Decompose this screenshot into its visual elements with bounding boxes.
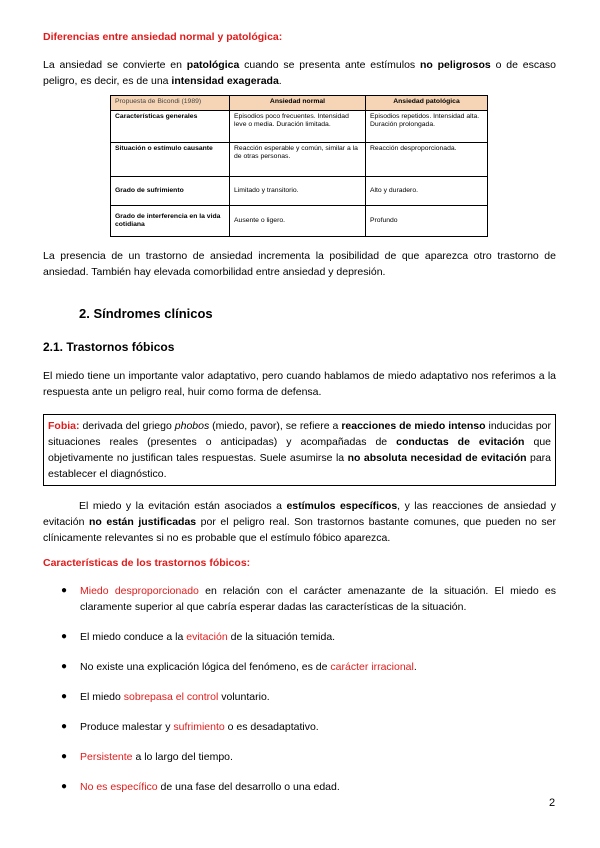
page-number: 2 xyxy=(549,797,556,809)
bullet-text: voluntario. xyxy=(218,691,270,703)
fobia-greek-term: phobos xyxy=(174,420,210,432)
table-header-pathological: Ansiedad patológica xyxy=(366,96,488,111)
list-item xyxy=(43,749,556,765)
fobia-bold: reacciones de miedo intenso xyxy=(341,420,486,432)
evitacion-bold: no están justificadas xyxy=(89,516,197,528)
fobia-bold: no absoluta necesidad de evitación xyxy=(347,452,527,464)
evitacion-paragraph xyxy=(43,498,556,546)
section-title: 2. Síndromes clínicos xyxy=(79,306,213,321)
bullet-highlight: Persistente xyxy=(80,751,133,763)
table-row xyxy=(111,177,488,206)
bullet-icon: ● xyxy=(61,721,68,732)
list-item xyxy=(43,719,556,735)
intro-bold: no peligrosos xyxy=(420,59,491,71)
list-item xyxy=(43,629,556,645)
intro-text: . xyxy=(278,75,282,87)
comorbidity-paragraph: La presencia de un trastorno de ansiedad incrementa la posibilidad de que aparezca otro trastorno de ansiedad. También hay elevada comorbilidad entre ansiedad y depresión. xyxy=(43,250,556,278)
table-header-source: Propuesta de Bicondi (1989) xyxy=(111,96,230,111)
bullet-icon: ● xyxy=(61,781,68,792)
fobia-text: que objetivamente no justifican tales respuestas. Suele asumirse la xyxy=(48,436,551,464)
bullet-text: o es desadaptativo. xyxy=(224,721,319,733)
intro-bold: patológica xyxy=(186,59,240,71)
evitacion-bold: estímulos específicos xyxy=(286,500,398,512)
bullet-text: . xyxy=(413,661,417,673)
caracteristicas-list xyxy=(43,583,556,809)
table-row xyxy=(111,143,488,177)
table-row-label: Grado de sufrimiento xyxy=(111,177,230,206)
intro-text: cuando se presenta ante estímulos xyxy=(239,59,420,71)
table-row-label: Características generales xyxy=(111,111,230,143)
table-row xyxy=(111,206,488,237)
evitacion-text: , y las reacciones de ansiedad y evitación xyxy=(43,500,556,528)
table-header-row xyxy=(111,96,488,111)
intro-text: La ansiedad se convierte en xyxy=(43,59,187,71)
fobia-bold: conductas de evitación xyxy=(396,436,525,448)
bullet-highlight: sobrepasa el control xyxy=(123,691,219,703)
table-cell-normal: Limitado y transitorio. xyxy=(230,177,366,206)
comparison-table xyxy=(110,95,488,237)
bullet-icon: ● xyxy=(61,631,68,642)
subsection-title: 2.1. Trastornos fóbicos xyxy=(43,340,175,354)
intro-bold: intensidad exagerada xyxy=(171,75,279,87)
table-cell-pathological: Reacción desproporcionada. xyxy=(366,143,488,177)
heading-diferencias: Diferencias entre ansiedad normal y patológica: xyxy=(43,31,283,43)
table-cell-normal: Ausente o ligero. xyxy=(230,206,366,237)
bullet-icon: ● xyxy=(61,691,68,702)
evitacion-text: por el peligro real. Son trastornos bastante comunes, que pueden no ser clínicamente relevantes si no es probable que el estímulo fóbico aparezca. xyxy=(43,516,556,544)
bullet-icon: ● xyxy=(61,585,68,596)
bullet-icon: ● xyxy=(61,661,68,672)
bullet-highlight: No es específico xyxy=(80,781,158,793)
intro-paragraph xyxy=(43,57,556,89)
fobia-text: inducidas por situaciones reales (presentes o anticipadas) y acompañadas de xyxy=(48,420,552,448)
intro-text: o de escaso peligro, es decir, es de una xyxy=(43,59,556,87)
table-cell-pathological: Profundo xyxy=(366,206,488,237)
table-cell-normal: Episodios poco frecuentes. Intensidad leve o media. Duración limitada. xyxy=(230,111,366,143)
list-item xyxy=(43,659,556,675)
bullet-text: No existe una explicación lógica del fenómeno, es de xyxy=(80,661,331,673)
table-header-normal: Ansiedad normal xyxy=(230,96,366,111)
table-row xyxy=(111,111,488,143)
fobia-definition-box xyxy=(43,414,556,486)
bullet-highlight: evitación xyxy=(186,631,228,643)
bullet-icon: ● xyxy=(61,751,68,762)
bullet-text: El miedo xyxy=(80,691,124,703)
bullet-text: El miedo conduce a la xyxy=(80,631,187,643)
fobia-text: para establecer el diagnóstico. xyxy=(48,452,551,480)
bullet-highlight: sufrimiento xyxy=(173,721,225,733)
table-cell-pathological: Episodios repetidos. Intensidad alta. Duración prolongada. xyxy=(366,111,488,143)
fobia-text: (miedo, pavor), se refiere a xyxy=(209,420,342,432)
bullet-highlight: Miedo desproporcionado xyxy=(80,585,199,597)
table-cell-pathological: Alto y duradero. xyxy=(366,177,488,206)
bullet-highlight: carácter irracional xyxy=(330,661,414,673)
bullet-text: a lo largo del tiempo. xyxy=(132,751,233,763)
list-item xyxy=(43,779,556,795)
fobia-label: Fobia: xyxy=(48,420,80,432)
fobia-text: derivada del griego xyxy=(79,420,175,432)
table-row-label: Grado de interferencia en la vida cotidiana xyxy=(111,206,230,237)
bullet-text: de una fase del desarrollo o una edad. xyxy=(157,781,340,793)
evitacion-text: El miedo y la evitación están asociados a xyxy=(79,500,287,512)
miedo-paragraph: El miedo tiene un importante valor adaptativo, pero cuando hablamos de miedo adaptativo nos referimos a la respuesta ante un peligro real, huir como forma de defensa. xyxy=(43,370,556,398)
table-row-label: Situación o estímulo causante xyxy=(111,143,230,177)
list-item xyxy=(43,583,556,615)
bullet-text: en relación con el carácter amenazante de la situación. El miedo es claramente superior al que cabría esperar dadas las características de la situación. xyxy=(80,585,557,613)
list-item xyxy=(43,689,556,705)
bullet-text: de la situación temida. xyxy=(227,631,336,643)
caracteristicas-heading: Características de los trastornos fóbicos: xyxy=(43,557,251,569)
bullet-text: Produce malestar y xyxy=(80,721,174,733)
table-cell-normal: Reacción esperable y común, similar a la de otras personas. xyxy=(230,143,366,177)
